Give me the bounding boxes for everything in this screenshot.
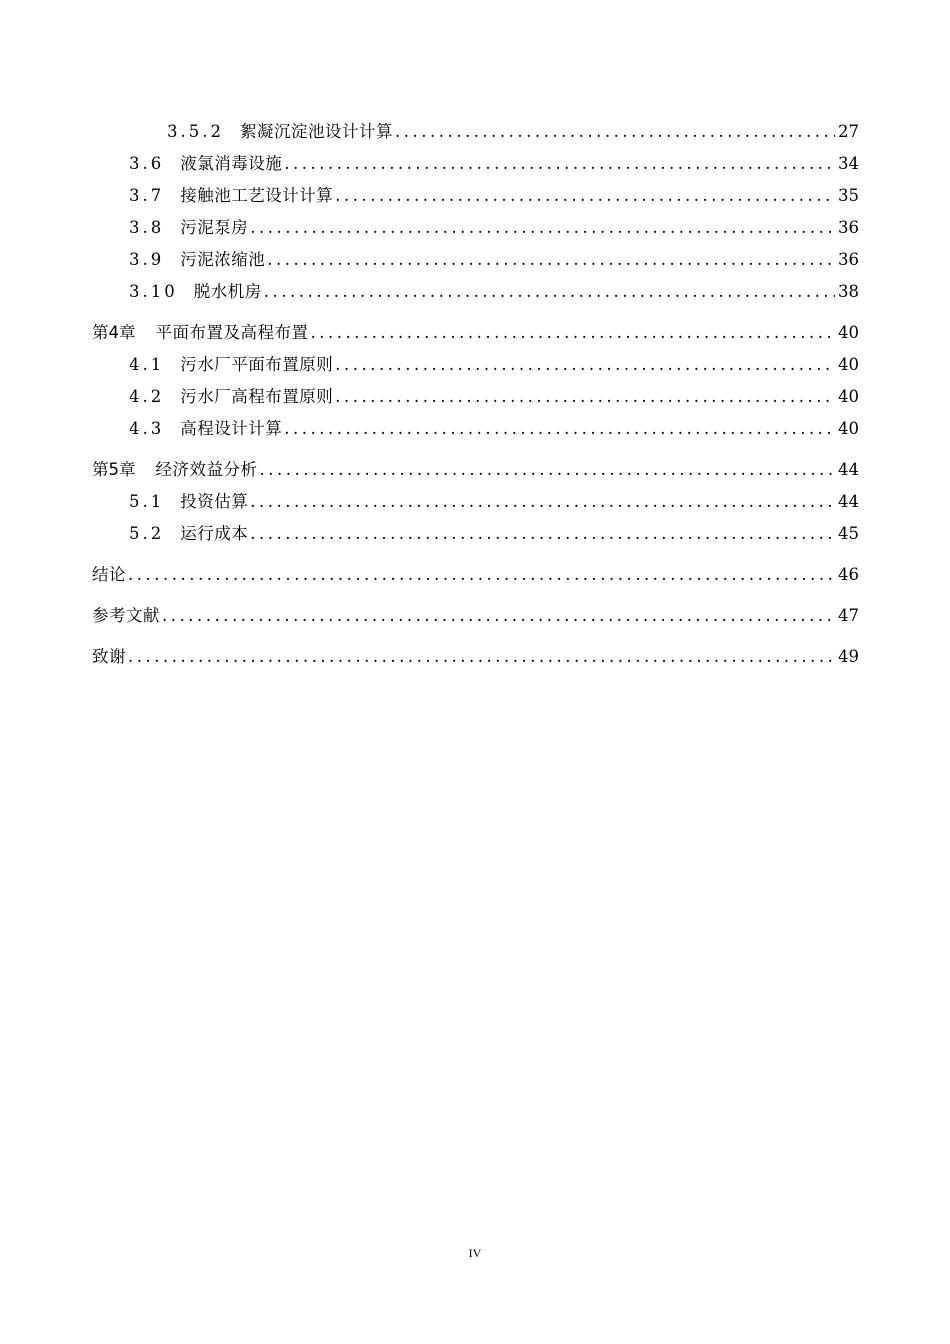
toc-entry-page: 38 [838, 282, 859, 301]
toc-chapter-entry[interactable] [92, 454, 859, 486]
toc-chapter-title: 参考文献 [92, 606, 160, 625]
toc-entry-number: 3.9 [129, 250, 165, 269]
toc-entry-number: 3.5.2 [167, 122, 224, 141]
dot-leader [260, 454, 836, 486]
toc-entry-page: 27 [838, 122, 859, 141]
dot-leader [250, 486, 835, 518]
toc-entry-title: 投资估算 [180, 492, 249, 511]
toc-chapter-title: 致谢 [92, 647, 126, 666]
toc-entry-page: 34 [838, 154, 859, 173]
toc-entry-page: 47 [838, 606, 859, 625]
toc-entry-page: 40 [838, 387, 859, 406]
toc-entry-page: 36 [838, 250, 859, 269]
toc-entry-page: 45 [838, 524, 859, 543]
toc-entry-page: 36 [838, 218, 859, 237]
toc-entry-title: 絮凝沉淀池设计计算 [239, 122, 393, 141]
toc-chapter-title: 平面布置及高程布置 [155, 323, 309, 342]
page-number: IV [468, 1246, 482, 1260]
dot-leader [250, 212, 835, 244]
table-of-contents [92, 116, 859, 673]
toc-entry-title: 污泥浓缩池 [180, 250, 266, 269]
toc-entry[interactable] [92, 381, 859, 413]
toc-entry[interactable] [92, 276, 859, 308]
toc-entry-number: 4.2 [129, 387, 165, 406]
dot-leader [264, 276, 835, 308]
toc-references-entry[interactable] [92, 600, 859, 632]
toc-entry-number: 4.1 [129, 355, 165, 374]
toc-entry[interactable] [92, 180, 859, 212]
toc-entry[interactable] [92, 413, 859, 445]
toc-entry[interactable] [92, 518, 859, 550]
toc-chapter-title: 结论 [92, 565, 126, 584]
toc-chapter-number: 第5章 [92, 460, 136, 479]
toc-entry-number: 5.2 [129, 524, 165, 543]
toc-entry-title: 高程设计计算 [180, 419, 283, 438]
toc-entry-page: 44 [838, 460, 859, 479]
dot-leader [284, 148, 835, 180]
toc-entry-title: 脱水机房 [193, 282, 262, 301]
dot-leader [311, 317, 836, 349]
toc-entry-page: 40 [838, 323, 859, 342]
dot-leader [250, 518, 835, 550]
toc-chapter-title: 经济效益分析 [155, 460, 258, 479]
toc-entry[interactable] [92, 212, 859, 244]
toc-entry-number: 3.7 [129, 186, 165, 205]
toc-entry[interactable] [92, 116, 859, 148]
dot-leader [335, 349, 835, 381]
toc-entry-title: 污水厂平面布置原则 [180, 355, 334, 374]
dot-leader [267, 244, 835, 276]
dot-leader [128, 641, 835, 673]
toc-chapter-entry[interactable] [92, 317, 859, 349]
toc-entry-page: 40 [838, 419, 859, 438]
toc-entry-number: 5.1 [129, 492, 165, 511]
toc-entry-number: 3.6 [129, 154, 165, 173]
toc-entry-page: 35 [838, 186, 859, 205]
toc-entry-page: 49 [838, 647, 859, 666]
dot-leader [335, 381, 835, 413]
toc-entry-number: 3.10 [129, 282, 178, 301]
toc-entry[interactable] [92, 486, 859, 518]
dot-leader [284, 413, 835, 445]
dot-leader [395, 116, 835, 148]
toc-entry-title: 污泥泵房 [180, 218, 249, 237]
toc-acknowledgements-entry[interactable] [92, 641, 859, 673]
dot-leader [335, 180, 835, 212]
toc-entry[interactable] [92, 244, 859, 276]
toc-entry-number: 4.3 [129, 419, 165, 438]
toc-entry-page: 44 [838, 492, 859, 511]
toc-chapter-number: 第4章 [92, 323, 136, 342]
toc-entry-title: 接触池工艺设计计算 [180, 186, 334, 205]
toc-entry-title: 液氯消毒设施 [180, 154, 283, 173]
toc-entry[interactable] [92, 148, 859, 180]
dot-leader [162, 600, 835, 632]
toc-entry-page: 40 [838, 355, 859, 374]
toc-entry-title: 运行成本 [180, 524, 249, 543]
toc-entry-title: 污水厂高程布置原则 [180, 387, 334, 406]
toc-entry-page: 46 [838, 565, 859, 584]
toc-entry[interactable] [92, 349, 859, 381]
toc-entry-number: 3.8 [129, 218, 165, 237]
toc-conclusion-entry[interactable] [92, 559, 859, 591]
dot-leader [128, 559, 835, 591]
